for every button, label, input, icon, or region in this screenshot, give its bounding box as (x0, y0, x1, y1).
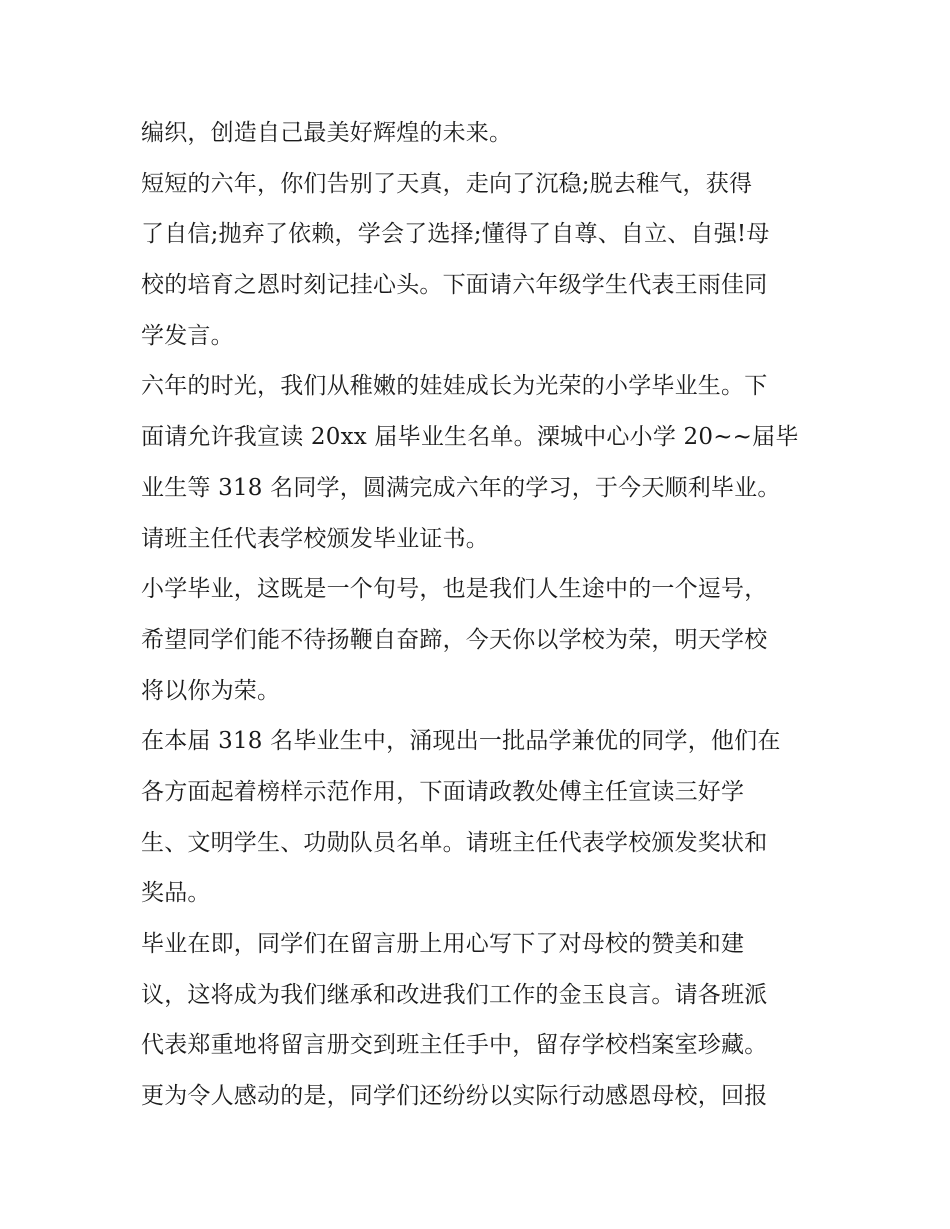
text-line: 代表郑重地将留言册交到班主任手中，留存学校档案室珍藏。 (141, 1032, 768, 1059)
text-line: 更为令人感动的是，同学们还纷纷以实际行动感恩母校，回报 (141, 1083, 768, 1110)
text-line: 业生等 318 名同学，圆满完成六年的学习，于今天顺利毕业。 (141, 474, 781, 501)
text-line: 校的培育之恩时刻记挂心头。下面请六年级学生代表王雨佳同 (141, 272, 768, 299)
text-line: 学发言。 (141, 322, 234, 349)
text-line: 毕业在即，同学们在留言册上用心写下了对母校的赞美和建 (141, 931, 745, 957)
text-line: 在本届 318 名毕业生中，涌现出一批品学兼优的同学，他们在 (141, 728, 781, 755)
paragraph-6 (141, 919, 821, 1071)
paragraph-4 (141, 564, 821, 716)
text-line: 面请允许我宣读 20xx 届毕业生名单。溧城中心小学 20~~届毕 (141, 424, 799, 451)
text-line: 六年的时光，我们从稚嫩的娃娃成长为光荣的小学毕业生。下 (141, 373, 768, 400)
text-line: 小学毕业，这既是一个句号，也是我们人生途中的一个逗号， (141, 576, 768, 603)
text-line: 奖品。 (141, 880, 211, 907)
text-line: 各方面起着榜样示范作用，下面请政教处傅主任宣读三好学 (141, 778, 745, 805)
paragraph-5 (141, 716, 821, 919)
paragraph-2 (141, 159, 821, 362)
text-line: 短短的六年，你们告别了天真，走向了沉稳;脱去稚气，获得 (141, 170, 753, 197)
document-body (141, 108, 821, 1122)
paragraph-7 (141, 1071, 821, 1122)
text-line: 请班主任代表学校颁发毕业证书。 (141, 525, 489, 552)
paragraph-3 (141, 361, 821, 564)
paragraph-1 (141, 108, 821, 159)
text-line: 议，这将成为我们继承和改进我们工作的金玉良言。请各班派 (141, 981, 768, 1008)
text-line: 生、文明学生、功勋队员名单。请班主任代表学校颁发奖状和 (141, 829, 768, 856)
text-line: 了自信;抛弃了依赖，学会了选择;懂得了自尊、自立、自强!母 (141, 221, 770, 248)
text-line: 希望同学们能不待扬鞭自奋蹄，今天你以学校为荣，明天学校 (141, 626, 768, 653)
text-line: 编织，创造自己最美好辉煌的未来。 (141, 120, 513, 146)
text-line: 将以你为荣。 (141, 677, 281, 704)
